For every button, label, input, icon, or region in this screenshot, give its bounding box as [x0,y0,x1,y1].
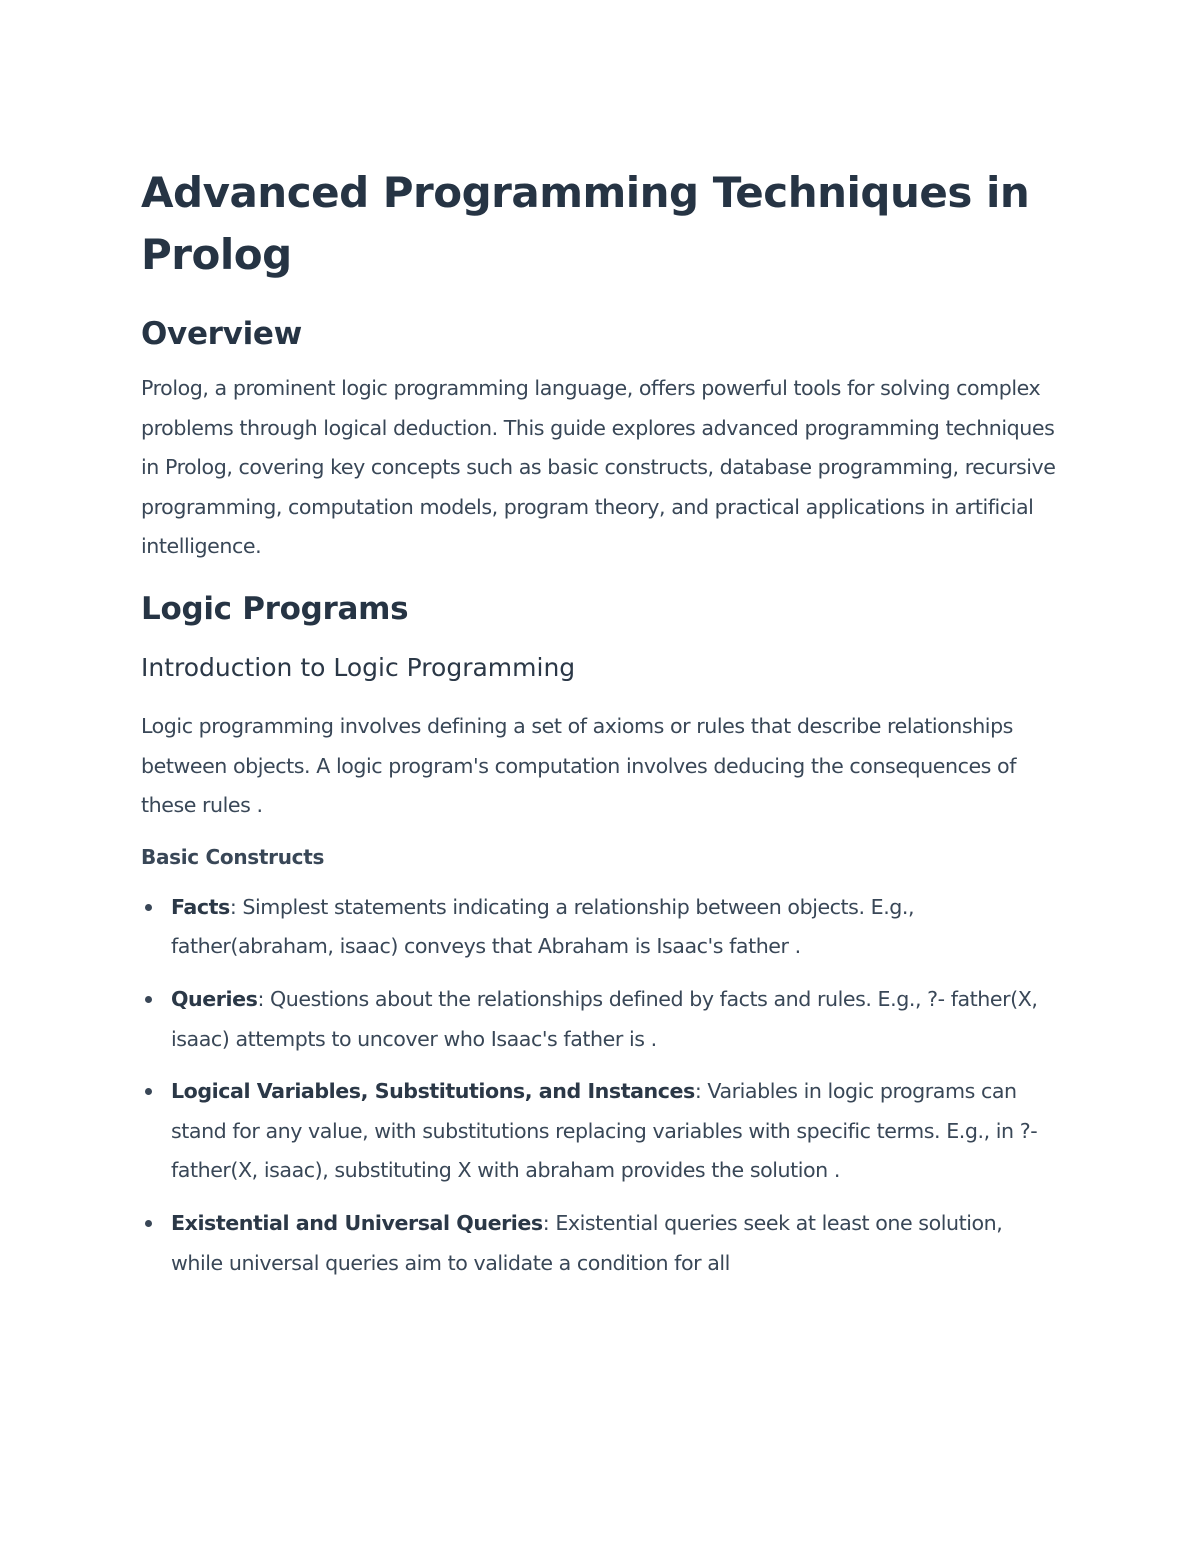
list-item-text: : Variables in logic programs can stand for any value, with substitutions replacing variables with specific terms. E.g., in ?- father(X, isaac), substituting X with abraham provides the solution . [171,1079,1038,1183]
list-item-facts [141,888,1056,967]
bullet-icon [145,1088,152,1095]
overview-heading: Overview [141,316,302,352]
document-page [141,162,1056,1296]
list-item-text: : Questions about the relationships defined by facts and rules. E.g., ?- father(X, isaac) attempts to uncover who Isaac's father is . [171,986,1038,1051]
list-item-logical-variables [141,1072,1056,1191]
document-title: Advanced Programming Techniques in Prolog [141,168,1030,279]
overview-paragraph: Prolog, a prominent logic programming language, offers powerful tools for solving complex problems through logical deduction. This guide explores advanced programming techniques in Prolog, covering key concepts such as basic constructs, database programming, recursive programming, computation models, program theory, and practical applications in artificial intelligence. [141,376,1056,559]
bullet-icon [145,1220,152,1227]
intro-logic-programming-paragraph: Logic programming involves defining a set of axioms or rules that describe relationships between objects. A logic program's computation involves deducing the consequences of these rules . [141,713,1017,818]
list-item-text: : Simplest statements indicating a relationship between objects. E.g., father(abraham, isaac) conveys that Abraham is Isaac's father . [171,894,915,959]
list-item-text: : Existential queries seek at least one solution, while universal queries aim to validate a condition for all [171,1210,1003,1275]
bullet-icon [145,996,152,1003]
basic-constructs-heading: Basic Constructs [141,844,325,869]
list-item-term: Logical Variables, Substitutions, and Instances [171,1079,695,1104]
list-item-term: Queries [171,986,258,1011]
list-item-queries [141,980,1056,1059]
intro-logic-programming-heading: Introduction to Logic Programming [141,652,576,682]
bullet-icon [145,904,152,911]
basic-constructs-list [141,888,1056,1283]
list-item-term: Facts [171,894,230,919]
logic-programs-heading: Logic Programs [141,590,409,627]
list-item-existential-universal [141,1204,1056,1283]
list-item-term: Existential and Universal Queries [171,1210,543,1235]
